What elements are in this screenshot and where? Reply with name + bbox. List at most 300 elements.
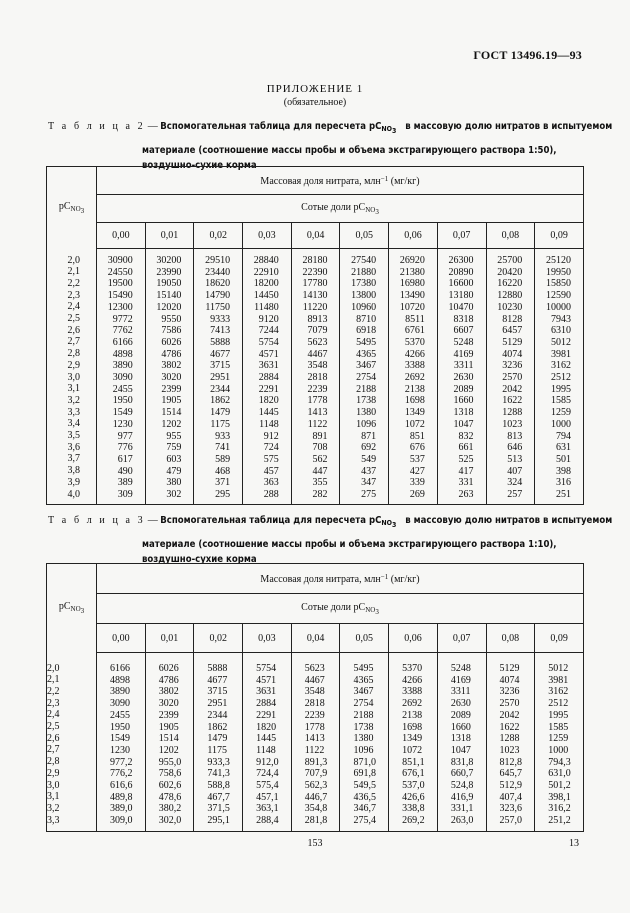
- table-cell: 912,0: [256, 756, 279, 768]
- column-header: 0,00: [97, 624, 146, 653]
- table-cell: 338,8: [402, 803, 425, 815]
- table-cell: 14790: [205, 290, 231, 302]
- table-cell: 4898: [110, 674, 130, 686]
- table-cell: 10720: [399, 301, 425, 313]
- table-cell: 19950: [546, 266, 571, 278]
- row-label: 2,7: [47, 744, 60, 756]
- table-cell: 20420: [497, 266, 523, 278]
- table-cell: 6166: [112, 336, 133, 348]
- table-cell: 324: [507, 477, 523, 489]
- table-cell: 2630: [453, 372, 474, 384]
- table-cell: 3020: [158, 698, 179, 710]
- table-cell: 8318: [453, 313, 474, 325]
- table-cell: 363,1: [256, 803, 279, 815]
- table-cell: 4898: [112, 348, 133, 360]
- table-cell: 1660: [450, 721, 471, 733]
- caption-subscript: NO: [381, 125, 392, 133]
- table-cell: 1820: [258, 395, 279, 407]
- table2-column-group: [97, 167, 584, 195]
- table3-caption-line2: материале (соотношение массы пробы и объема экстрагирующего раствора 1:10),: [142, 539, 557, 550]
- table-cell: 1698: [404, 395, 425, 407]
- table-cell: 1585: [548, 721, 569, 733]
- table2-caption-line2: материале (соотношение массы пробы и объема экстрагирующего раствора 1:50),: [142, 145, 557, 156]
- table-cell: 1259: [551, 407, 571, 419]
- table-cell: 2455: [112, 383, 133, 395]
- table-cell: 602,6: [158, 780, 182, 792]
- column-group-text: Массовая доля нитрата, млн: [260, 573, 381, 585]
- column-header: 0,06: [389, 624, 438, 653]
- value-column: [340, 653, 389, 832]
- row-header-subscript-2: 3: [80, 206, 85, 215]
- table3-row-header: [47, 564, 97, 653]
- table-cell: 1778: [304, 721, 325, 733]
- table-cell: 977: [117, 430, 133, 442]
- column-header: 0,00: [97, 223, 146, 249]
- table-cell: 251: [556, 489, 571, 501]
- value-column: [486, 249, 535, 505]
- column-header: 0,03: [243, 223, 292, 249]
- table-cell: 1047: [453, 418, 474, 430]
- table-cell: 275: [361, 489, 377, 501]
- table-cell: 347: [361, 477, 377, 489]
- caption-subscript-2: 3: [391, 521, 397, 529]
- table-cell: 398,1: [548, 791, 571, 803]
- table-cell: 12020: [156, 301, 182, 313]
- table-cell: 18200: [253, 278, 279, 290]
- table-cell: 1905: [158, 721, 179, 733]
- table-cell: 1549: [110, 733, 130, 745]
- table-cell: 724: [263, 442, 279, 454]
- value-column: [97, 653, 146, 832]
- table-cell: 2754: [353, 698, 374, 710]
- table-cell: 416,9: [450, 791, 474, 803]
- table-cell: 17780: [302, 278, 328, 290]
- table-cell: 1148: [259, 418, 279, 430]
- table-cell: 562,3: [304, 780, 328, 792]
- table3-caption: Т а б л и ц а 3 — Вспомогательная таблица для пересчета $pC_{NO3}$ в массовую долю нитратов в испытуемом материале (соотношение массы пробы и объема экстрагирующего раствора 1:10), воздушно-сухие корма: [48, 515, 613, 565]
- table-cell: 588,8: [207, 780, 230, 792]
- table-cell: 10000: [546, 301, 571, 313]
- table-cell: 6607: [453, 325, 474, 337]
- row-label: 3,0: [47, 779, 60, 791]
- table-cell: 3090: [112, 372, 133, 384]
- table-cell: 2188: [353, 709, 374, 721]
- column-header: 0,09: [535, 624, 584, 653]
- row-label: 2,1: [67, 266, 80, 278]
- row-label: 2,2: [67, 277, 80, 289]
- column-header: 0,05: [340, 624, 389, 653]
- table-cell: 1862: [210, 395, 231, 407]
- value-column: [145, 653, 194, 832]
- table-cell: 4786: [158, 674, 179, 686]
- value-column: [535, 653, 584, 832]
- row-label: 2,3: [47, 697, 60, 709]
- table-cell: 1047: [450, 744, 471, 756]
- table-cell: 977,2: [110, 756, 133, 768]
- table-cell: 2692: [402, 698, 423, 710]
- table-cell: 707,9: [304, 768, 328, 780]
- table-cell: 331: [458, 477, 474, 489]
- table-cell: 295: [215, 489, 231, 501]
- row-label: 2,2: [47, 685, 60, 697]
- table-cell: 2455: [110, 709, 130, 721]
- table-cell: 288,4: [256, 815, 279, 827]
- value-column: [389, 249, 438, 505]
- table-cell: 871: [361, 430, 377, 442]
- table-cell: 468: [215, 465, 231, 477]
- row-label: 3,2: [67, 394, 80, 406]
- table2-body: [47, 249, 584, 505]
- table-cell: 5495: [356, 336, 377, 348]
- table-cell: 1950: [112, 395, 133, 407]
- table-cell: 398: [556, 465, 571, 477]
- table-cell: 1349: [402, 733, 423, 745]
- row-header-subscript: NO: [70, 605, 81, 614]
- table-cell: 18620: [205, 278, 231, 290]
- table-cell: 14130: [302, 290, 328, 302]
- table-cell: 7943: [551, 313, 571, 325]
- table-cell: 1175: [210, 418, 231, 430]
- table-cell: 22910: [253, 266, 279, 278]
- table-cell: 20890: [448, 266, 474, 278]
- table-cell: 436,5: [353, 791, 376, 803]
- table-cell: 832: [458, 430, 474, 442]
- table-cell: 1479: [210, 407, 231, 419]
- table-cell: 10470: [448, 301, 474, 313]
- table3-column-headers: [47, 624, 584, 653]
- table2-caption-text: Вспомогательная таблица для пересчета pC: [160, 121, 382, 132]
- table-cell: 933,3: [207, 756, 230, 768]
- table-cell: 288: [263, 489, 279, 501]
- table-cell: 603: [166, 453, 182, 465]
- table-cell: 23990: [156, 266, 182, 278]
- row-header-text: pC: [58, 200, 71, 212]
- table-cell: 851: [409, 430, 425, 442]
- column-subheader-subscript-2: 3: [375, 607, 379, 616]
- table-cell: 537,0: [402, 780, 425, 792]
- table-cell: 2138: [402, 709, 423, 721]
- table-cell: 2818: [307, 372, 328, 384]
- table-cell: 741: [215, 442, 231, 454]
- table-cell: 851,1: [402, 756, 425, 768]
- column-header: 0,03: [243, 624, 292, 653]
- table-cell: 16600: [448, 278, 474, 290]
- column-subheader-text: Сотые доли pC: [301, 601, 366, 613]
- table-cell: 251,2: [548, 815, 571, 827]
- table-cell: 1259: [548, 733, 569, 745]
- table-cell: 891,3: [304, 756, 328, 768]
- table-cell: 2042: [499, 709, 520, 721]
- table-cell: 257,0: [499, 815, 522, 827]
- table2-column-subheader: [97, 195, 584, 223]
- table-cell: 15850: [546, 278, 571, 290]
- table-cell: 1230: [110, 744, 130, 756]
- table-cell: 2951: [207, 698, 228, 710]
- value-column: [389, 653, 438, 832]
- table-cell: 955,0: [158, 756, 182, 768]
- table-cell: 1445: [258, 407, 279, 419]
- table-cell: 25120: [546, 255, 571, 266]
- row-label: 3,6: [67, 441, 80, 453]
- table-cell: 16980: [399, 278, 425, 290]
- table-cell: 891: [312, 430, 328, 442]
- row-label: 2,4: [47, 709, 60, 721]
- table-cell: 3162: [548, 686, 569, 698]
- table-cell: 759: [166, 442, 182, 454]
- table-cell: 1288: [499, 733, 520, 745]
- column-header: 0,08: [486, 624, 535, 653]
- table3-body: [47, 653, 584, 832]
- column-header: 0,07: [437, 223, 486, 249]
- table-cell: 5012: [548, 663, 569, 674]
- table-cell: 1202: [158, 744, 179, 756]
- table-cell: 794,3: [548, 756, 571, 768]
- caption-subscript: NO: [381, 519, 392, 527]
- table-cell: 1479: [207, 733, 228, 745]
- row-label: 2,9: [67, 359, 80, 371]
- table-cell: 794: [556, 430, 571, 442]
- row-label: 3,4: [67, 418, 80, 430]
- table-cell: 3715: [207, 686, 228, 698]
- table-cell: 15490: [107, 290, 133, 302]
- table-cell: 8913: [307, 313, 328, 325]
- table-cell: 457,1: [256, 791, 279, 803]
- table-cell: 3548: [304, 686, 325, 698]
- table-cell: 2291: [258, 383, 279, 395]
- table-cell: 446,7: [304, 791, 328, 803]
- value-column: [340, 249, 389, 505]
- table-cell: 8511: [405, 313, 425, 325]
- table-cell: 8128: [502, 313, 523, 325]
- table-cell: 17380: [351, 278, 377, 290]
- table-cell: 4467: [304, 674, 325, 686]
- table3-caption-text: Вспомогательная таблица для пересчета pC: [160, 515, 382, 526]
- row-label: 3,7: [67, 453, 80, 465]
- table-cell: 1000: [551, 418, 571, 430]
- table-cell: 2754: [356, 372, 377, 384]
- table2-row-header: [47, 167, 97, 249]
- table-cell: 3548: [307, 360, 328, 372]
- table-cell: 1202: [161, 418, 182, 430]
- table-cell: 12880: [497, 290, 523, 302]
- table-cell: 2188: [356, 383, 377, 395]
- table-cell: 363: [263, 477, 279, 489]
- table-cell: 812,8: [499, 756, 522, 768]
- column-header: 0,05: [340, 223, 389, 249]
- table-cell: 1148: [256, 744, 276, 756]
- table-cell: 7079: [307, 325, 328, 337]
- table-cell: 7244: [258, 325, 279, 337]
- table-cell: 7586: [161, 325, 182, 337]
- table2-caption-rest: в массовую долю нитратов в испытуемом: [405, 121, 613, 132]
- table-cell: 5370: [404, 336, 425, 348]
- table-cell: 11480: [254, 301, 279, 313]
- table-cell: 3090: [110, 698, 130, 710]
- table-cell: 3162: [551, 360, 571, 372]
- table-cell: 3311: [450, 686, 471, 698]
- table-cell: 331,1: [450, 803, 474, 815]
- table-cell: 23440: [205, 266, 231, 278]
- column-header: 0,09: [535, 223, 584, 249]
- table-cell: 501: [556, 453, 571, 465]
- table-cell: 6918: [356, 325, 377, 337]
- table-cell: 479: [166, 465, 182, 477]
- table-cell: 2042: [502, 383, 523, 395]
- document-code: ГОСТ 13496.19—93: [473, 48, 582, 62]
- table-cell: 6310: [551, 325, 571, 337]
- table-cell: 13490: [399, 290, 425, 302]
- row-label: 2,1: [47, 674, 60, 686]
- table-cell: 13180: [448, 290, 474, 302]
- table-cell: 282: [312, 489, 328, 501]
- table-cell: 467,7: [207, 791, 230, 803]
- table-cell: 5012: [551, 336, 571, 348]
- table-cell: 513: [507, 453, 523, 465]
- row-header-subscript: NO: [70, 204, 81, 213]
- table-cell: 3631: [256, 686, 277, 698]
- table-cell: 692: [361, 442, 377, 454]
- table-cell: 2951: [210, 372, 231, 384]
- table2-caption: Т а б л и ц а 2 — Вспомогательная таблица для пересчета $pC_{NO3}$ в массовую долю нитратов в испытуемом материале (соотношение массы пробы и объема экстрагирующего раствора 1:50), воздушно-сухие корма: [48, 121, 613, 171]
- table-cell: 1230: [112, 418, 133, 430]
- table-cell: 21880: [351, 266, 377, 278]
- row-label: 3,5: [67, 430, 80, 442]
- table-cell: 257: [507, 489, 523, 501]
- row-label: 4,0: [67, 488, 80, 500]
- value-column: [194, 653, 243, 832]
- table-cell: 371: [215, 477, 231, 489]
- table-cell: 4266: [404, 348, 425, 360]
- row-label: 2,0: [47, 662, 60, 674]
- table-cell: 4169: [450, 674, 471, 686]
- table-cell: 616,6: [110, 780, 133, 792]
- sheet-number: 13: [569, 838, 579, 849]
- row-label: 2,0: [67, 254, 80, 266]
- table-cell: 263: [458, 489, 474, 501]
- table-cell: 724,4: [256, 768, 279, 780]
- row-label: 3,0: [67, 371, 80, 383]
- table-cell: 2818: [304, 698, 325, 710]
- table-cell: 28840: [253, 255, 279, 266]
- table-cell: 617: [117, 453, 133, 465]
- table-cell: 1318: [450, 733, 471, 745]
- table-cell: 2884: [258, 372, 279, 384]
- table-cell: 1585: [551, 395, 571, 407]
- value-column: [243, 249, 292, 505]
- table-cell: 1023: [499, 744, 520, 756]
- table-cell: 933: [215, 430, 231, 442]
- table-cell: 2630: [450, 698, 471, 710]
- table2-caption-line3: воздушно-сухие корма: [142, 160, 257, 171]
- table-cell: 4169: [453, 348, 474, 360]
- row-label: 2,8: [47, 756, 60, 768]
- table-cell: 5129: [502, 336, 523, 348]
- appendix-title: ПРИЛОЖЕНИЕ 1: [266, 83, 364, 95]
- table-cell: 269: [409, 489, 425, 501]
- table-cell: 478,6: [158, 791, 182, 803]
- table-cell: 316,2: [548, 803, 571, 815]
- table-cell: 447: [312, 465, 328, 477]
- table-cell: 1072: [404, 418, 425, 430]
- row-header-subscript-2: 3: [80, 607, 85, 616]
- table-cell: 7762: [112, 325, 133, 337]
- table-cell: 3236: [499, 686, 520, 698]
- column-group-unit: (мг/кг): [390, 175, 420, 187]
- table-cell: 28180: [302, 255, 328, 266]
- table-cell: 5754: [256, 663, 277, 674]
- table-cell: 575: [263, 453, 279, 465]
- table-cell: 589: [215, 453, 231, 465]
- table-cell: 1698: [402, 721, 423, 733]
- row-label: 3,8: [67, 465, 80, 477]
- value-column: [437, 249, 486, 505]
- table-cell: 22390: [302, 266, 328, 278]
- table-cell: 30200: [156, 255, 182, 266]
- table-cell: 2239: [307, 383, 328, 395]
- table-cell: 645,7: [499, 768, 522, 780]
- table-cell: 741,3: [207, 768, 230, 780]
- table-cell: 646: [507, 442, 523, 454]
- column-header: 0,04: [291, 223, 340, 249]
- table-cell: 13800: [351, 290, 377, 302]
- table-cell: 676: [409, 442, 425, 454]
- table-cell: 489,8: [110, 791, 133, 803]
- column-header: 0,01: [145, 223, 194, 249]
- table-cell: 1072: [402, 744, 423, 756]
- table-cell: 30900: [107, 255, 133, 266]
- table-cell: 1995: [551, 383, 571, 395]
- table3-caption-rest: в массовую долю нитратов в испытуемом: [405, 515, 613, 526]
- row-label: 2,5: [47, 721, 60, 733]
- table-cell: 14450: [253, 290, 279, 302]
- table-cell: 309,0: [110, 815, 133, 827]
- table-cell: 1413: [304, 733, 325, 745]
- row-labels-column: [47, 249, 97, 505]
- appendix-subtitle: (обязательное): [283, 97, 347, 108]
- table-cell: 27540: [351, 255, 377, 266]
- value-column: [194, 249, 243, 505]
- table-cell: 2291: [256, 709, 277, 721]
- table-cell: 776,2: [110, 768, 133, 780]
- column-group-superscript: −1: [380, 174, 389, 183]
- table-cell: 1318: [453, 407, 474, 419]
- table-cell: 295,1: [207, 815, 230, 827]
- row-label: 2,5: [67, 313, 80, 325]
- table-cell: 8710: [356, 313, 377, 325]
- table-cell: 661: [458, 442, 474, 454]
- table-cell: 26920: [399, 255, 425, 266]
- table-cell: 15140: [156, 290, 182, 302]
- table-cell: 1738: [356, 395, 377, 407]
- table-cell: 1000: [548, 744, 569, 756]
- table-cell: 457: [263, 465, 279, 477]
- row-label: 3,1: [67, 383, 80, 395]
- column-header: 0,08: [486, 223, 535, 249]
- row-label: 3,1: [47, 791, 60, 803]
- table-cell: 354,8: [304, 803, 328, 815]
- table-cell: 371,5: [207, 803, 230, 815]
- table-cell: 1738: [353, 721, 374, 733]
- table-cell: 776: [117, 442, 133, 454]
- table-cell: 524,8: [450, 780, 474, 792]
- value-column: [243, 653, 292, 832]
- table-cell: 3981: [548, 674, 569, 686]
- row-labels-column: [47, 653, 97, 832]
- table-cell: 19500: [107, 278, 133, 290]
- table-cell: 4786: [161, 348, 182, 360]
- table3-column-subheader: [97, 594, 584, 624]
- table-cell: 3715: [210, 360, 231, 372]
